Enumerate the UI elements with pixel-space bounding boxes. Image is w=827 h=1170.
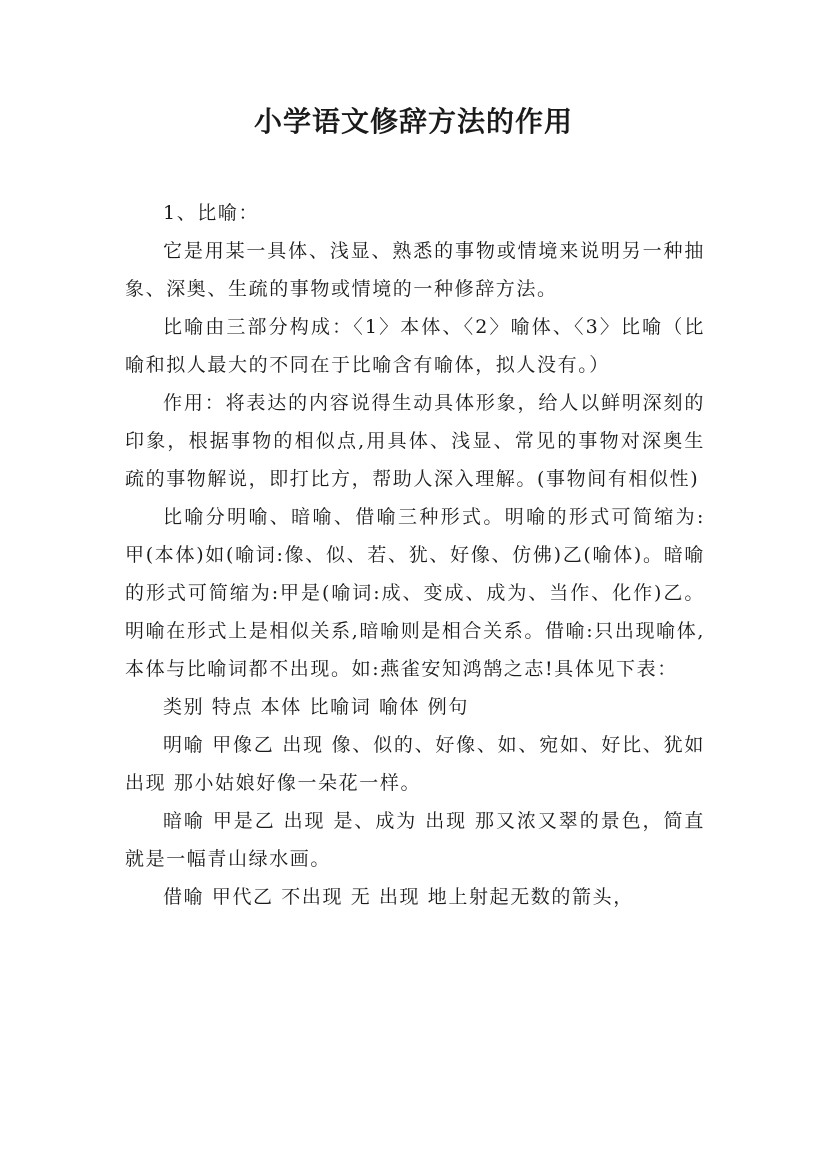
paragraph-forms: 比喻分明喻、暗喻、借喻三种形式。明喻的形式可简缩为:甲(本体)如(喻词:像、似、若、犹、好像、仿佛)乙(喻体)。暗喻的形式可简缩为:甲是(喻词:成、变成、成为、当作、化作)乙。明喻在形式上是相似关系,暗喻则是相合关系。借喻:只出现喻体,本体与比喻词都不出现。如:燕雀安知鸿鹄之志!具体见下表：: [125, 506, 705, 680]
table-header-row: 类别 特点 本体 比喻词 喻体 例句: [163, 696, 469, 718]
table-row-metonymy: 借喻 甲代乙 不出现 无 出现 地上射起无数的箭头，: [163, 886, 634, 908]
paragraph-function: 作用：将表达的内容说得生动具体形象，给人以鲜明深刻的印象，根据事物的相似点,用具体、浅显、常见的事物对深奥生疏的事物解说，即打比方，帮助人深入理解。(事物间有相似性): [125, 392, 705, 490]
table-row-metaphor: 暗喻 甲是乙 出现 是、成为 出现 那又浓又翠的景色，简直就是一幅青山绿水画。: [125, 810, 705, 870]
paragraph-heading-metaphor: 1、比喻：: [163, 202, 260, 224]
document-body: [125, 194, 705, 916]
table-row-simile: 明喻 甲像乙 出现 像、似的、好像、如、宛如、好比、犹如 出现 那小姑娘好像一朵花一样。: [125, 734, 705, 794]
paragraph-structure: 比喻由三部分构成：〈1〉本体、〈2〉喻体、〈3〉比喻（比喻和拟人最大的不同在于比喻含有喻体，拟人没有。）: [125, 316, 705, 376]
document-title: 小学语文修辞方法的作用: [253, 105, 573, 138]
paragraph-definition: 它是用某一具体、浅显、熟悉的事物或情境来说明另一种抽象、深奥、生疏的事物或情境的一种修辞方法。: [125, 240, 705, 300]
